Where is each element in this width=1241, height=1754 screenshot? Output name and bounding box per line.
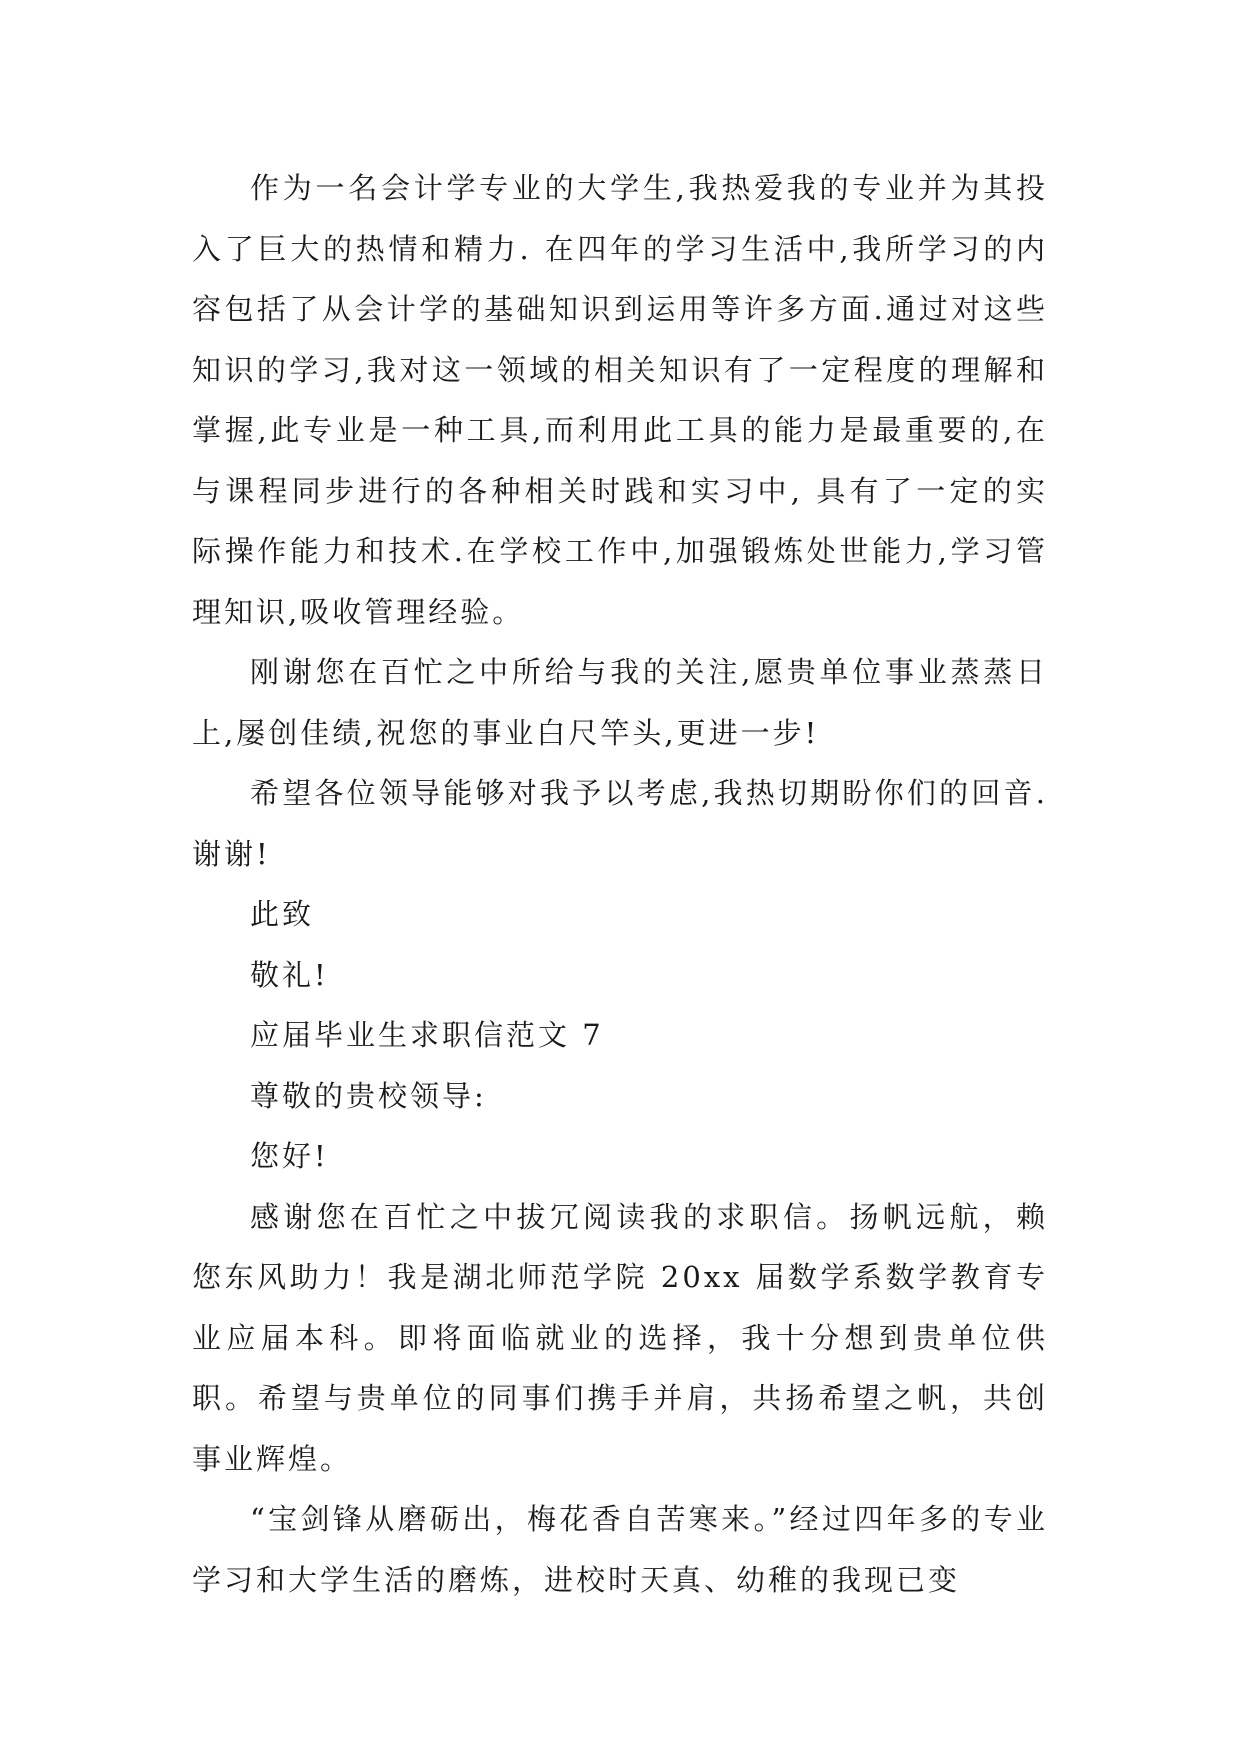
paragraph-letter-quote: “宝剑锋从磨砺出，梅花香自苦寒来。”经过四年多的专业学习和大学生活的磨炼，进校时天真、幼稚的我现已变 <box>192 1502 1048 1597</box>
paragraph-thanks: 刚谢您在百忙之中所给与我的关注,愿贵单位事业蒸蒸日上,屡创佳绩,祝您的事业白尺竿头,更进一步! <box>192 655 1048 750</box>
closing-line-1: 此致 <box>250 897 315 931</box>
section-title: 应届毕业生求职信范文 7 <box>250 1018 604 1052</box>
paragraph-accounting-major: 作为一名会计学专业的大学生,我热爱我的专业并为其投入了巨大的热情和精力. 在四年的学习生活中,我所学习的内容包括了从会计学的基础知识到运用等许多方面.通过对这些知识的学习,我对这一领域的相关知识有了一定程度的理解和掌握,此专业是一种工具,而利用此工具的能力是最重要的,在与课程同步进行的各种相关时践和实习中, 具有了一定的实际操作能力和技术.在学校工作中,加强锻炼处世能力,学习管理知识,吸收管理经验。 <box>192 171 1048 629</box>
document-body <box>192 158 1048 1610</box>
greeting: 您好! <box>250 1139 329 1173</box>
paragraph-hope: 希望各位领导能够对我予以考虑,我热切期盼你们的回音.谢谢! <box>192 776 1048 871</box>
paragraph-letter-intro: 感谢您在百忙之中拔冗阅读我的求职信。扬帆远航，赖您东风助力！我是湖北师范学院 20xx 届数学系数学教育专业应届本科。即将面临就业的选择，我十分想到贵单位供职。希望与贵单位的同事们携手并肩，共扬希望之帆，共创事业辉煌。 <box>192 1199 1048 1476</box>
salutation: 尊敬的贵校领导: <box>250 1078 487 1113</box>
closing-line-2: 敬礼! <box>250 957 329 992</box>
